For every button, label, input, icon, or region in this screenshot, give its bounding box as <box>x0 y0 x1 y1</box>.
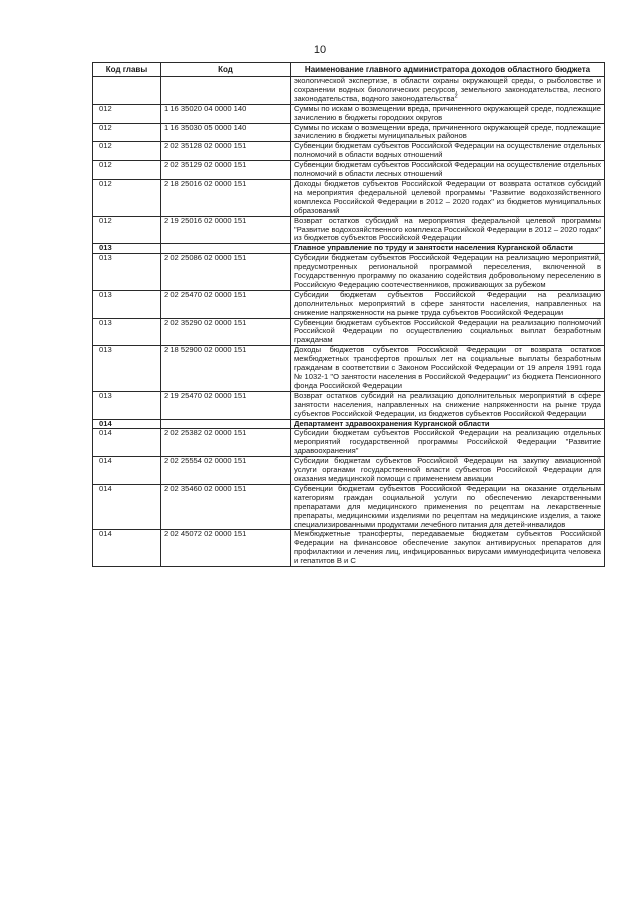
chapter-code-cell: 012 <box>93 123 161 142</box>
chapter-code-cell: 013 <box>93 346 161 392</box>
budget-code-cell: 2 02 35290 02 0000 151 <box>161 318 291 346</box>
revenue-name-cell <box>291 457 605 485</box>
table-row <box>93 161 605 180</box>
header-name: Наименование главного администратора доходов областного бюджета <box>291 63 605 77</box>
chapter-code-cell: 013 <box>93 290 161 318</box>
table-row <box>93 254 605 291</box>
chapter-code-cell: 012 <box>93 161 161 180</box>
table-section-row <box>93 419 605 429</box>
table-row <box>93 142 605 161</box>
revenue-name-text: Субвенции бюджетам субъектов Российской Федерации на реализацию полномочий Российской Федерации по осуществлению социальных выплат безработным гражданам <box>294 317 601 345</box>
budget-code-cell <box>161 419 291 429</box>
table-header-row <box>93 63 605 77</box>
table-row <box>93 318 605 346</box>
chapter-code-cell: 012 <box>93 142 161 161</box>
revenue-name-text: Субвенции бюджетам субъектов Российской Федерации на осуществление отдельных полномочий в области водных отношений <box>294 141 601 160</box>
revenue-name-cell <box>291 530 605 567</box>
table-row <box>93 530 605 567</box>
budget-code-cell: 2 02 35128 02 0000 151 <box>161 142 291 161</box>
table-body <box>93 77 605 567</box>
table-row <box>93 216 605 244</box>
revenue-name-text: Субсидии бюджетам субъектов Российской Федерации на реализацию отдельных мероприятий государственной программы Российской Федерации "Развитие здравоохранения" <box>294 428 601 456</box>
revenue-name-text: Субвенции бюджетам субъектов Российской Федерации на оказание отдельным категориям граждан социальной услуги по обеспечению лекарственными препаратами для медицинского применения по рецептам на лекарственные препараты, медицинскими изделиями по рецептам на медицинские изделия, а также специализированными продуктами лечебного питания для детей-инвалидов <box>294 483 601 529</box>
revenue-name-cell <box>291 318 605 346</box>
page-number: 10 <box>313 44 327 56</box>
chapter-code-cell: 014 <box>93 419 161 429</box>
budget-code-cell: 2 19 25470 02 0000 151 <box>161 391 291 419</box>
table-row <box>93 104 605 123</box>
revenue-name-cell <box>291 161 605 180</box>
revenue-name-cell <box>291 290 605 318</box>
footnote-marker: 2 <box>454 93 458 100</box>
chapter-code-cell: 013 <box>93 254 161 291</box>
budget-code-cell: 1 16 35020 04 0000 140 <box>161 104 291 123</box>
chapter-code-cell: 014 <box>93 484 161 530</box>
revenue-name-cell <box>291 419 605 429</box>
chapter-code-cell: 013 <box>93 318 161 346</box>
chapter-code-cell: 012 <box>93 179 161 216</box>
chapter-code-cell: 014 <box>93 457 161 485</box>
revenue-name-cell <box>291 179 605 216</box>
budget-code-cell: 2 02 25470 02 0000 151 <box>161 290 291 318</box>
chapter-code-cell: 014 <box>93 429 161 457</box>
budget-code-cell: 2 18 52900 02 0000 151 <box>161 346 291 392</box>
revenue-name-cell <box>291 254 605 291</box>
table-row <box>93 346 605 392</box>
revenue-name-text: Возврат остатков субсидий на мероприятия федеральной целевой программы "Развитие водохозяйственного комплекса Российской Федерации в 2012 – 2020 годах" из бюджетов субъектов Российской Федерации <box>294 215 601 243</box>
revenue-name-text: Суммы по искам о возмещении вреда, причиненного окружающей среде, подлежащие зачислению в бюджеты муниципальных районов <box>294 122 601 141</box>
revenue-name-text: экологической экспертизе, в области охраны окружающей среды, о рыболовстве и сохранении водных биологических ресурсов, земельного законодательства, лесного законодательства, водного законодательства <box>294 76 601 103</box>
table-row <box>93 457 605 485</box>
chapter-code-cell: 012 <box>93 104 161 123</box>
revenue-name-cell <box>291 142 605 161</box>
revenue-name-cell <box>291 429 605 457</box>
budget-code-cell: 2 02 35460 02 0000 151 <box>161 484 291 530</box>
budget-code-cell: 2 02 25554 02 0000 151 <box>161 457 291 485</box>
revenue-name-text: Межбюджетные трансферты, передаваемые бюджетам субъектов Российской Федерации на финансовое обеспечение закупок антивирусных препаратов для профилактики и лечения лиц, инфицированных вирусами иммунодефицита человека и гепатитов В и С <box>294 529 601 566</box>
revenue-name-cell <box>291 244 605 254</box>
revenue-name-cell <box>291 346 605 392</box>
revenue-name-cell <box>291 104 605 123</box>
chapter-code-cell: 014 <box>93 530 161 567</box>
revenue-name-text: Возврат остатков субсидий на реализацию дополнительных мероприятий в сфере занятости населения, направленных на снижение напряженности на рынке труда субъектов Российской Федерации, из бюджетов субъектов Российской Федерации <box>294 390 601 418</box>
table-row <box>93 484 605 530</box>
table-row <box>93 391 605 419</box>
revenue-name-text: Субвенции бюджетам субъектов Российской Федерации на осуществление отдельных полномочий в области лесных отношений <box>294 160 601 179</box>
budget-code-cell: 2 02 25382 02 0000 151 <box>161 429 291 457</box>
budget-code-cell <box>161 244 291 254</box>
revenue-name-text: Доходы бюджетов субъектов Российской Федерации от возврата остатков субсидий на мероприятия федеральной целевой программы "Развитие водохозяйственного комплекса Российской Федерации в 2012 – 2020 годах" из бюджетов муниципальных образований <box>294 178 601 215</box>
revenue-administrators-table <box>92 62 605 567</box>
revenue-name-text: Субсидии бюджетам субъектов Российской Федерации на закупку авиационной услуги органами государственной власти субъектов Российской Федерации для оказания медицинской помощи с применением авиации <box>294 456 601 483</box>
revenue-name-cell <box>291 216 605 244</box>
revenue-name-text: Субсидии бюджетам субъектов Российской Федерации на реализацию мероприятий, предусмотренных региональной программой переселения, включенной в Государственную программу по оказанию содействия добровольному переселению в Российскую Федерацию соотечественников, проживающих за рубежом <box>294 253 601 289</box>
table-row <box>93 429 605 457</box>
revenue-name-cell <box>291 484 605 530</box>
budget-code-cell: 2 02 45072 02 0000 151 <box>161 530 291 567</box>
budget-code-cell: 2 18 25016 02 0000 151 <box>161 179 291 216</box>
budget-code-cell: 2 02 35129 02 0000 151 <box>161 161 291 180</box>
revenue-name-cell <box>291 391 605 419</box>
chapter-code-cell: 013 <box>93 391 161 419</box>
budget-code-cell: 2 02 25086 02 0000 151 <box>161 254 291 291</box>
chapter-code-cell: 012 <box>93 216 161 244</box>
table-row <box>93 123 605 142</box>
budget-code-cell <box>161 77 291 105</box>
table-section-row <box>93 244 605 254</box>
revenue-name-text: Суммы по искам о возмещении вреда, причиненного окружающей среде, подлежащие зачислению в бюджеты городских округов <box>294 103 601 122</box>
table-row <box>93 179 605 216</box>
revenue-name-cell <box>291 77 605 105</box>
table-row <box>93 77 605 105</box>
chapter-code-cell: 013 <box>93 244 161 254</box>
budget-code-cell: 1 16 35030 05 0000 140 <box>161 123 291 142</box>
header-code: Код <box>161 63 291 77</box>
revenue-name-text: Доходы бюджетов субъектов Российской Федерации от возврата остатков межбюджетных трансфертов прошлых лет на социальные выплаты безработным гражданам в соответствии с Законом Российской Федерации от 19 апреля 1991 года № 1032-1 "О занятости населения в Российской Федерации" из бюджета Пенсионного фонда Российской Федерации <box>294 345 601 390</box>
budget-code-cell: 2 19 25016 02 0000 151 <box>161 216 291 244</box>
revenue-name-text: Главное управление по труду и занятости населения Курганской области <box>294 243 573 253</box>
table-row <box>93 290 605 318</box>
revenue-name-text: Субсидии бюджетам субъектов Российской Федерации на реализацию дополнительных мероприятий в сфере занятости населения, направленных на снижение напряженности на рынке труда субъектов Российской Федерации <box>294 289 601 317</box>
revenue-name-cell <box>291 123 605 142</box>
header-head-code: Код главы <box>93 63 161 77</box>
revenue-name-text: Департамент здравоохранения Курганской области <box>294 418 490 428</box>
chapter-code-cell <box>93 77 161 105</box>
